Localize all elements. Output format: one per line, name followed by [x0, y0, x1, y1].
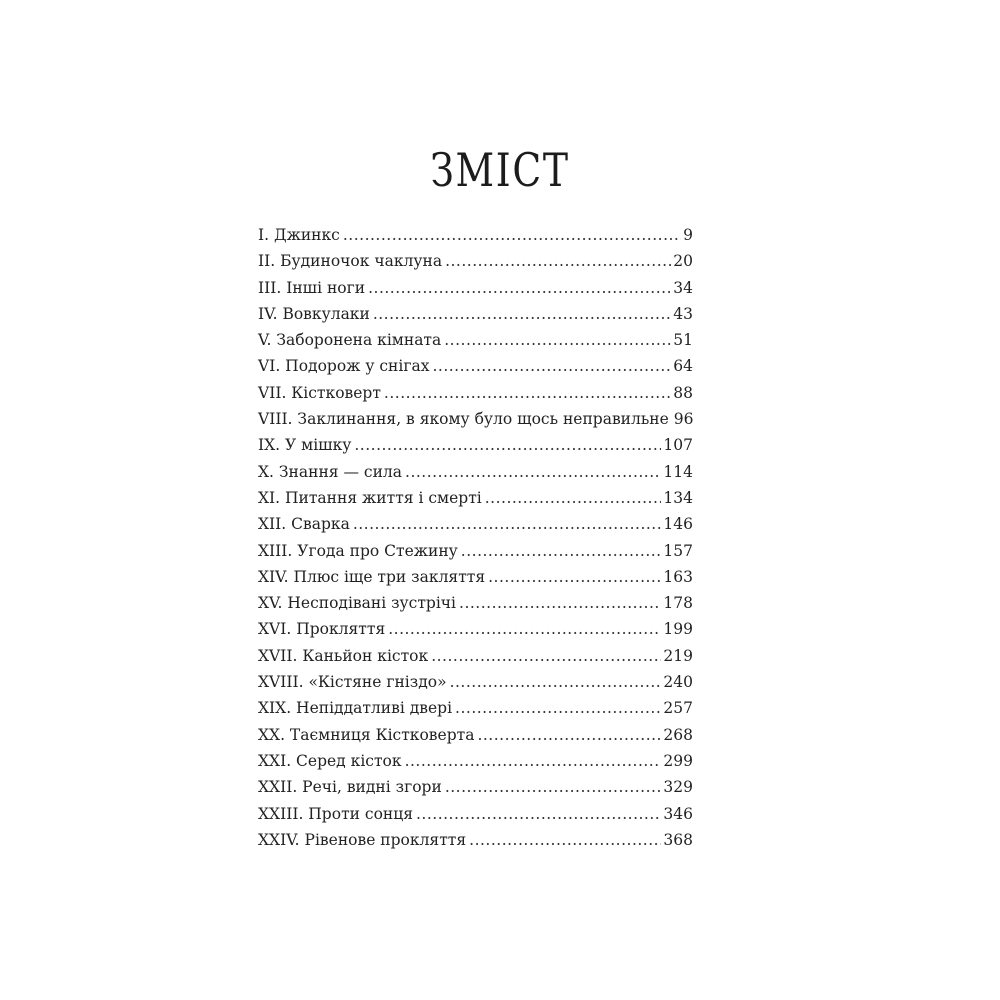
toc-entry [258, 801, 693, 827]
toc-entry-label: XIX. Непіддатливі двері [258, 699, 453, 718]
toc-entry [258, 538, 693, 564]
toc-entry-label: XVIII. «Кістяне гніздо» [258, 673, 447, 692]
toc-entry [258, 748, 693, 774]
toc-entry-label: XXIII. Проти сонця [258, 804, 413, 823]
toc-entry [258, 459, 693, 485]
toc-entry-page-number: 257 [663, 699, 693, 718]
dot-leader [373, 301, 671, 327]
toc-entry [258, 827, 693, 853]
toc-entry-page-number: 219 [663, 646, 693, 665]
toc-entry [258, 380, 693, 406]
toc-entry-label: XXIV. Рівенове прокляття [258, 830, 467, 849]
toc-entry-label: XI. Питання життя і смерті [258, 488, 482, 507]
toc-entry [258, 275, 693, 301]
dot-leader [469, 827, 661, 853]
toc-entry [258, 643, 693, 669]
toc-entry-label: XXII. Речі, видні згори [258, 778, 442, 797]
toc-entry-page-number: 20 [673, 252, 693, 271]
dot-leader [431, 643, 661, 669]
toc-entry-page-number: 163 [663, 567, 693, 586]
toc-entry-label: XII. Сварка [258, 515, 350, 534]
dot-leader [405, 459, 661, 485]
toc-entry-page-number: 64 [673, 357, 693, 376]
dot-leader [477, 722, 661, 748]
toc-entry-label: VII. Кістковерт [258, 383, 381, 402]
toc-entry-label: XXI. Серед кісток [258, 751, 402, 770]
toc-entry-page-number: 157 [663, 541, 693, 560]
toc-entry-label: XV. Несподівані зустрічі [258, 594, 457, 613]
toc-entry-label: IV. Вовкулаки [258, 304, 370, 323]
toc-entry-page-number: 268 [663, 725, 693, 744]
toc-entry [258, 695, 693, 721]
toc-entry-label: III. Інші ноги [258, 278, 366, 297]
toc-entry-label: IX. У мішку [258, 436, 352, 455]
dot-leader [450, 669, 662, 695]
toc-entry [258, 616, 693, 642]
dot-leader [368, 275, 671, 301]
toc-entry-page-number: 178 [663, 594, 693, 613]
dot-leader [354, 432, 661, 458]
toc-entry-page-number: 299 [663, 751, 693, 770]
dot-leader [405, 748, 662, 774]
toc-entry-label: VI. Подорож у снігах [258, 357, 430, 376]
toc-entry-page-number: 346 [663, 804, 693, 823]
toc-entry-label: VIII. Заклинання, в якому було щось неправильне [258, 410, 669, 429]
toc-entry [258, 774, 693, 800]
toc-entry-label: I. Джинкс [258, 226, 340, 244]
toc-entry [258, 406, 693, 432]
dot-leader [388, 616, 661, 642]
dot-leader [444, 327, 671, 353]
dot-leader [461, 538, 662, 564]
toc-entry-page-number: 368 [663, 830, 693, 849]
dot-leader [432, 353, 671, 379]
dot-leader [488, 564, 661, 590]
toc-entry-page-number: 9 [683, 226, 693, 244]
toc-entry [258, 301, 693, 327]
toc-entry [258, 485, 693, 511]
toc-entry-page-number: 134 [663, 488, 693, 507]
toc-entry [258, 511, 693, 537]
toc-entry-page-number: 43 [673, 304, 693, 323]
toc-entry-label: XIV. Плюс іще три закляття [258, 567, 486, 586]
page-title: ЗМІСТ [430, 143, 570, 197]
toc-entry [258, 353, 693, 379]
toc-entry-label: X. Знання — сила [258, 462, 403, 481]
toc-entry [258, 669, 693, 695]
dot-leader [455, 695, 661, 721]
toc-entry-page-number: 88 [673, 383, 693, 402]
toc-entry-label: XVI. Прокляття [258, 620, 386, 639]
toc-entry-label: XX. Таємниця Кістковерта [258, 725, 475, 744]
toc-entry [258, 248, 693, 274]
toc-entry [258, 432, 693, 458]
dot-leader [445, 774, 662, 800]
toc-entry-label: XIII. Угода про Стежину [258, 541, 458, 560]
toc-entry-page-number: 114 [663, 462, 693, 481]
dot-leader [445, 248, 671, 274]
toc-entry-label: XVII. Каньйон кісток [258, 646, 429, 665]
dot-leader [353, 511, 662, 537]
toc-entry-page-number: 146 [663, 515, 693, 534]
toc-entry [258, 722, 693, 748]
toc-entry-page-number: 199 [663, 620, 693, 639]
toc-entry-page-number: 329 [663, 778, 693, 797]
dot-leader [384, 380, 671, 406]
dot-leader [416, 801, 661, 827]
toc-entry-page-number: 96 [673, 410, 694, 429]
table-of-contents [258, 222, 693, 853]
toc-entry-page-number: 240 [663, 673, 693, 692]
toc-entry-page-number: 34 [673, 278, 693, 297]
dot-leader [343, 222, 681, 248]
toc-entry [258, 222, 693, 248]
dot-leader [485, 485, 662, 511]
toc-entry [258, 564, 693, 590]
dot-leader [459, 590, 661, 616]
toc-entry-label: II. Будиночок чаклуна [258, 252, 443, 271]
toc-entry-page-number: 107 [663, 436, 693, 455]
toc-entry-page-number: 51 [673, 331, 693, 350]
toc-entry-label: V. Заборонена кімната [258, 331, 442, 350]
toc-entry [258, 590, 693, 616]
toc-entry [258, 327, 693, 353]
